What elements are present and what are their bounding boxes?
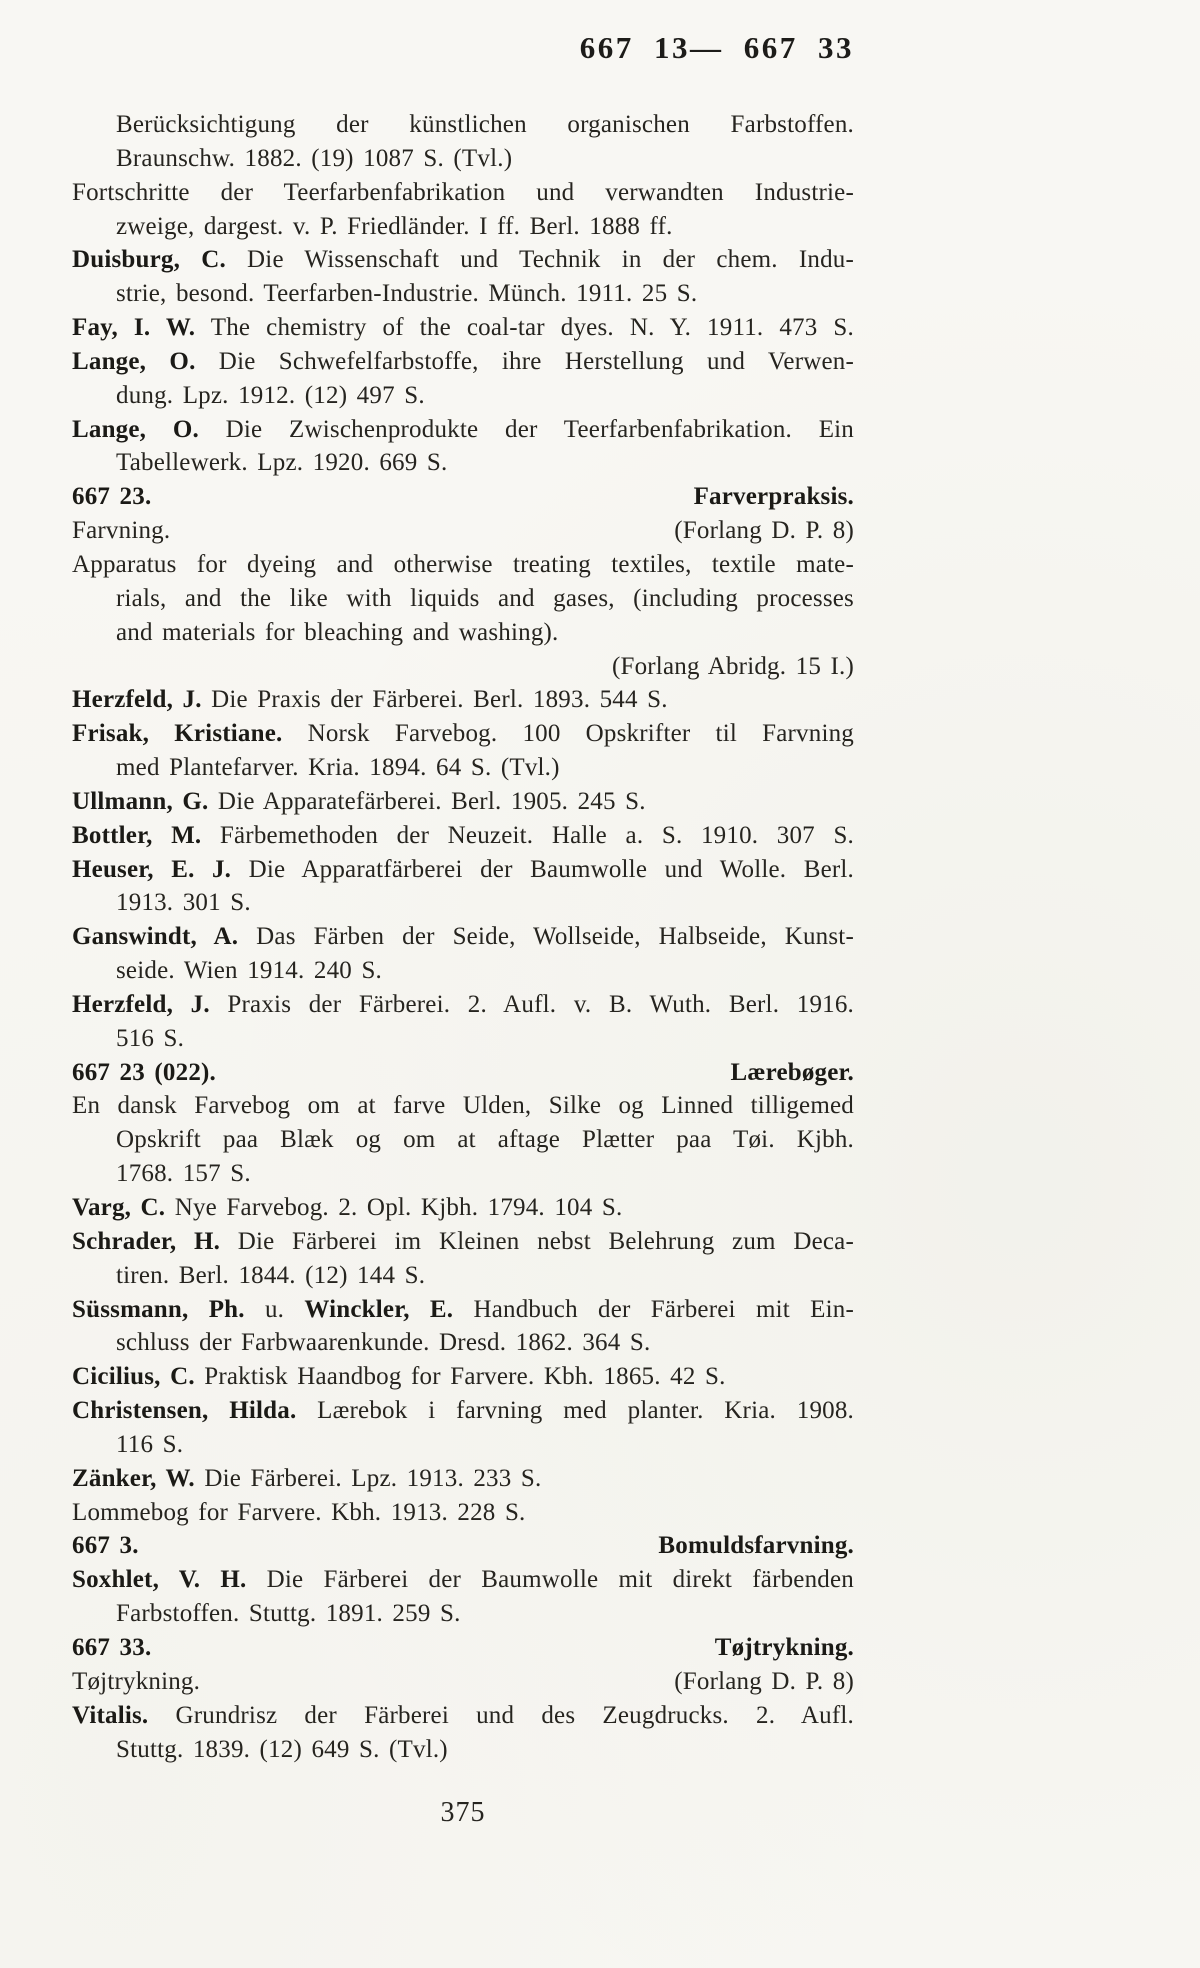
text-line: 1768. 157 S. — [116, 1160, 251, 1188]
text-line: Herzfeld, J. Praxis der Färberei. 2. Aufl. v. B. Wuth. Berl. 1916. — [72, 990, 854, 1018]
text-line: Ganswindt, A. Das Färben der Seide, Wollseide, Halbseide, Kunst- — [72, 923, 854, 951]
text-line: 516 S. — [116, 1024, 185, 1052]
text-line: Zänker, W. Die Färberei. Lpz. 1913. 233 S. — [72, 1464, 542, 1492]
text-line: Ullmann, G. Die Apparatefärberei. Berl. 1905. 245 S. — [72, 787, 646, 815]
text-line: tiren. Berl. 1844. (12) 144 S. — [116, 1261, 426, 1289]
text-line: Vitalis. Grundrisz der Färberei und des Zeugdrucks. 2. Aufl. — [72, 1701, 854, 1729]
text-line: (Forlang Abridg. 15 I.) — [611, 652, 854, 680]
text-line: rials, and the like with liquids and gases, (including processes — [116, 584, 854, 612]
text-line: Varg, C. Nye Farvebog. 2. Opl. Kjbh. 1794. 104 S. — [72, 1194, 623, 1221]
text-line: Soxhlet, V. H. Die Färberei der Baumwolle mit direkt färbenden — [72, 1566, 854, 1594]
text-line: zweige, dargest. v. P. Friedländer. I ff. Berl. 1888 ff. — [116, 212, 673, 240]
text-line: Lange, O. Die Zwischenprodukte der Teerfarbenfabrikation. Ein — [72, 415, 854, 443]
text-line: Opskrift paa Blæk og om at aftage Plætter paa Tøi. Kjbh. — [116, 1126, 854, 1154]
text-line: Farvning. (Forlang D. P. 8) — [72, 517, 854, 545]
text-line: 667 33. Tøjtrykning. — [72, 1633, 854, 1661]
text-line: Tøjtrykning. (Forlang D. P. 8) — [72, 1667, 854, 1695]
text-line: Apparatus for dyeing and otherwise treating textiles, textile mate- — [72, 550, 854, 578]
text-line: Berücksichtigung der künstlichen organischen Farbstoffen. — [116, 111, 854, 138]
text-line: Herzfeld, J. Die Praxis der Färberei. Berl. 1893. 544 S. — [72, 686, 668, 714]
text-line: 1913. 301 S. — [116, 889, 251, 917]
text-block — [72, 108, 854, 1766]
text-line: med Plantefarver. Kria. 1894. 64 S. (Tvl.) — [116, 754, 560, 782]
text-line: 667 3. Bomuldsfarvning. — [72, 1532, 854, 1560]
text-line: Stuttg. 1839. (12) 649 S. (Tvl.) — [116, 1735, 448, 1763]
text-line: and materials for bleaching and washing). — [116, 618, 559, 646]
text-line: Duisburg, C. Die Wissenschaft und Technik in der chem. Indu- — [72, 246, 854, 274]
text-line: 667 23 (022). Lærebøger. — [72, 1058, 854, 1086]
text-line: Bottler, M. Färbemethoden der Neuzeit. Halle a. S. 1910. 307 S. — [72, 821, 854, 849]
text-line: 667 23. Farverpraksis. — [72, 483, 854, 511]
text-line: Frisak, Kristiane. Norsk Farvebog. 100 Opskrifter til Farvning — [72, 720, 854, 748]
text-line: strie, besond. Teerfarben-Industrie. Münch. 1911. 25 S. — [116, 280, 698, 308]
text-line: Süssmann, Ph. u. Winckler, E. Handbuch der Färberei mit Ein- — [72, 1295, 854, 1323]
text-line: Lommebog for Farvere. Kbh. 1913. 228 S. — [72, 1498, 526, 1526]
text-line: Fay, I. W. The chemistry of the coal-tar dyes. N. Y. 1911. 473 S. — [72, 314, 854, 342]
text-line: Braunschw. 1882. (19) 1087 S. (Tvl.) — [116, 144, 513, 172]
text-line: schluss der Farbwaarenkunde. Dresd. 1862. 364 S. — [116, 1329, 651, 1357]
text-line: En dansk Farvebog om at farve Ulden, Silke og Linned tilligemed — [72, 1092, 854, 1120]
text-line: Heuser, E. J. Die Apparatfärberei der Baumwolle und Wolle. Berl. — [72, 855, 854, 883]
page-header-range: 667 13— 667 33 — [579, 30, 854, 65]
text-line: Farbstoffen. Stuttg. 1891. 259 S. — [116, 1600, 461, 1628]
text-line: seide. Wien 1914. 240 S. — [116, 957, 383, 985]
page-number: 375 — [440, 1797, 486, 1828]
text-line: Fortschritte der Teerfarbenfabrikation und verwandten Industrie- — [72, 178, 854, 206]
text-line: 116 S. — [116, 1430, 184, 1458]
text-line: dung. Lpz. 1912. (12) 497 S. — [116, 381, 425, 409]
text-line: Cicilius, C. Praktisk Haandbog for Farvere. Kbh. 1865. 42 S. — [72, 1363, 726, 1391]
text-line: Tabellewerk. Lpz. 1920. 669 S. — [116, 449, 448, 477]
text-line: Christensen, Hilda. Lærebok i farvning med planter. Kria. 1908. — [72, 1397, 854, 1425]
text-line: Schrader, H. Die Färberei im Kleinen nebst Belehrung zum Deca- — [72, 1227, 854, 1255]
text-line: Lange, O. Die Schwefelfarbstoffe, ihre Herstellung und Verwen- — [72, 347, 854, 375]
